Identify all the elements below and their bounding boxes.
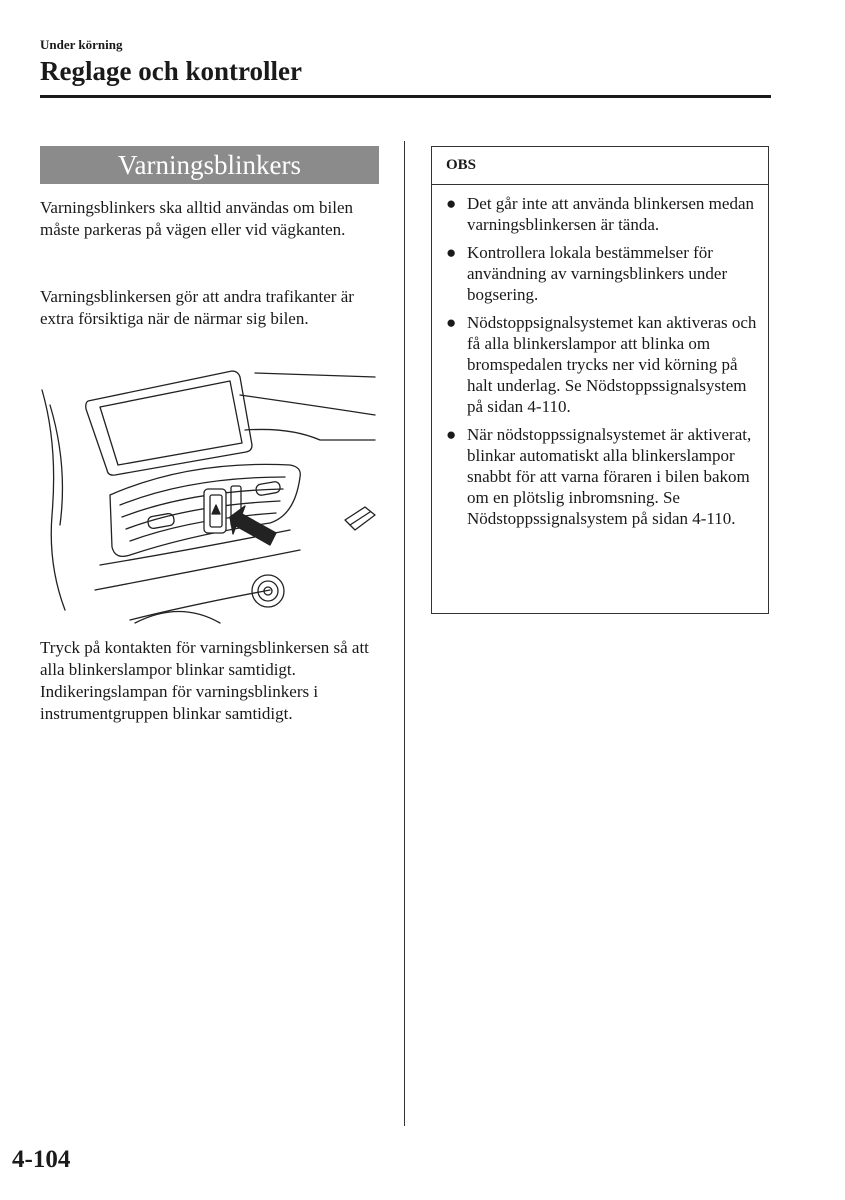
obs-item-text: Det går inte att använda blinkersen medan varningsblinkersen är tända. xyxy=(467,194,754,234)
intro-paragraph: Varningsblinkers ska alltid användas om bilen måste parkeras på vägen eller vid vägkanten. xyxy=(40,198,354,239)
section-label: Under körning xyxy=(40,37,123,52)
dashboard-illustration xyxy=(40,365,380,625)
obs-item-text: Nödstoppsignalsystemet kan aktiveras och få alla blinkerslampor att blinka om bromspedalen trycks ner vid körning på halt underlag. Se Nödstoppssignalsystem på sidan 4-110. xyxy=(467,313,757,416)
column-divider xyxy=(404,141,405,1126)
obs-list-item xyxy=(446,312,758,417)
page-title: Reglage och kontroller xyxy=(40,56,302,86)
caution-paragraph: Varningsblinkersen gör att andra trafikanter är extra försiktiga när de närmar sig bilen. xyxy=(40,287,354,328)
bullet-icon: ● xyxy=(446,313,457,332)
bullet-icon: ● xyxy=(446,425,457,444)
page-number: 4-104 xyxy=(12,1146,71,1173)
bullet-icon: ● xyxy=(446,194,457,213)
instruction-paragraph: Tryck på kontakten för varningsblinkersen så att alla blinkerslampor blinkar samtidigt. Indikeringslampan för varningsblinkers i instrumentgruppen blinkar samtidigt. xyxy=(40,638,369,723)
obs-list-item xyxy=(446,242,758,305)
obs-list-item xyxy=(446,193,758,235)
obs-header: OBS xyxy=(432,147,768,185)
bullet-icon: ● xyxy=(446,243,457,262)
obs-item-text: Kontrollera lokala bestämmelser för användning av varningsblinkers under bogsering. xyxy=(467,243,728,304)
obs-list-item xyxy=(446,424,758,529)
section-heading: Varningsblinkers xyxy=(40,146,379,184)
obs-notice-box xyxy=(431,146,769,614)
obs-list xyxy=(432,185,768,529)
title-rule xyxy=(40,95,771,98)
obs-item-text: När nödstoppssignalsystemet är aktiverat, blinkar automatiskt alla blinkerslampor snabbt för att varna föraren i bilen bakom om en plötslig inbromsning. Se Nödstoppssignalsystem på sidan 4-110. xyxy=(467,425,752,528)
